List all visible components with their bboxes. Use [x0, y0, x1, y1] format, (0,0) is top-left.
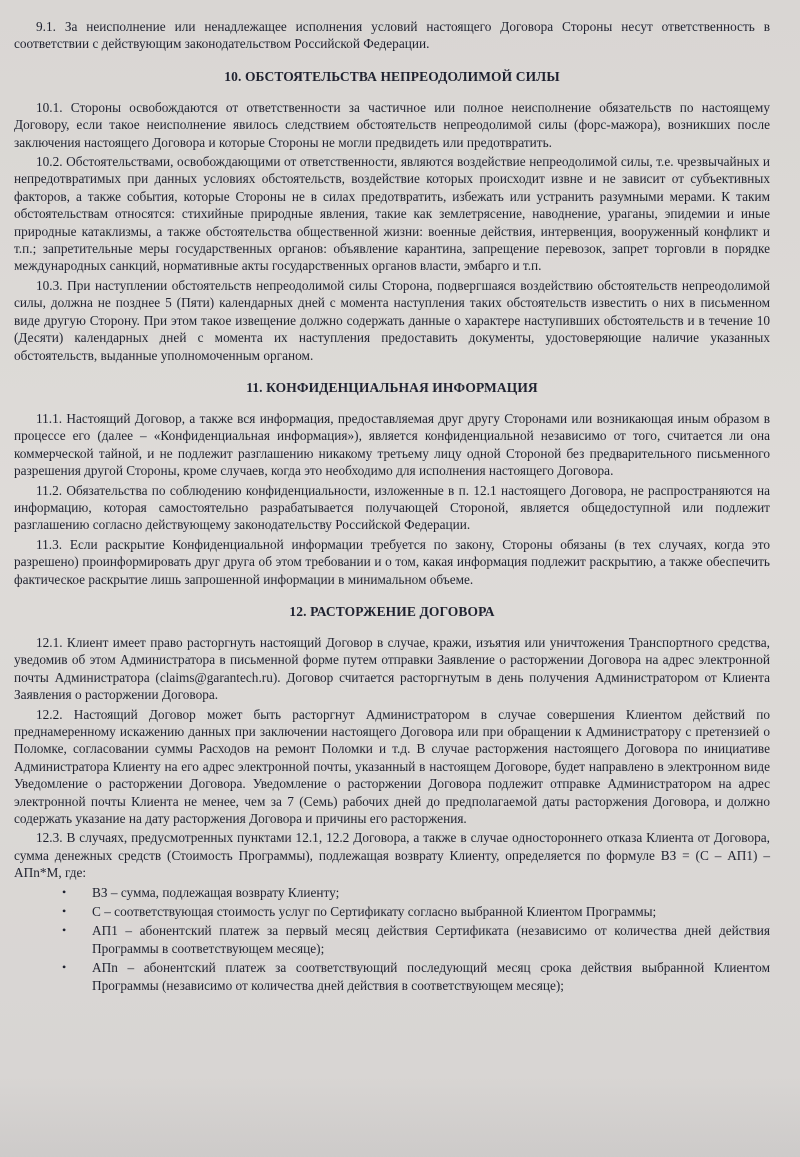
bullet-icon: •: [62, 904, 67, 919]
list-item: [62, 922, 770, 957]
paragraph-12-3: 12.3. В случаях, предусмотренных пунктами 12.1, 12.2 Договора, а также в случае одностороннего отказа Клиента от Договора, сумма денежных средств (Стоимость Программы), подлежащая возврату Клиенту, определяется по формуле ВЗ = (С – АП1) – АПn*М, где:: [14, 830, 770, 881]
list-item-text: С – соответствующая стоимость услуг по Сертификату согласно выбранной Клиентом Программы;: [92, 904, 657, 920]
paragraph-12-2: 12.2. Настоящий Договор может быть расторгнут Администратором в случае совершения Клиентом действий по преднамеренному искажению данных при заключении настоящего Договора или при обращении к Администратору с претензией о Поломке, согласовании суммы Расходов на ремонт Поломки и т.д. В случае расторжения настоящего Договора по инициативе Администратора Клиенту на его адрес электронной почты, указанный в настоящем Договоре, будет направлено в электронном виде Уведомление о расторжении Договора. Уведомление о расторжении Договора подлежит отправке Администратором на адрес электронной почты Клиента не менее, чем за 7 (Семь) рабочих дней до предполагаемой даты расторжения Договора, и должно содержать указание на дату расторжения Договора и причины его расторжения.: [14, 706, 770, 827]
list-item-text: ВЗ – сумма, подлежащая возврату Клиенту;: [92, 884, 340, 900]
section-force-majeure: [14, 69, 770, 364]
paragraph-10-1: 10.1. Стороны освобождаются от ответственности за частичное или полное неисполнение обязательств по настоящему Договору, если такое неисполнение явилось следствием обстоятельств непреодолимой силы (форс-мажора), возникших после заключения настоящего Договора и которые Стороны не могли предвидеть или предотвратить.: [14, 99, 770, 150]
section-10-title: 10. ОБСТОЯТЕЛЬСТВА НЕПРЕОДОЛИМОЙ СИЛЫ: [224, 68, 560, 84]
paragraph-11-2: 11.2. Обязательства по соблюдению конфиденциальности, изложенные в п. 12.1 настоящего Договора, не распространяются на информацию, которая самостоятельно разрабатывается получающей Стороной, является общедоступной или подлежит разглашению согласно действующему законодательству Российской Федерации.: [14, 482, 770, 533]
paragraph-11-3: 11.3. Если раскрытие Конфиденциальной информации требуется по закону, Стороны обязаны (в тех случаях, когда это разрешено) проинформировать друг друга об этом требовании и о том, какая информация подлежит раскрытию, а также обеспечить фактическое раскрытие лишь запрошенной информации в минимальном объеме.: [14, 536, 770, 587]
section-11-title: 11. КОНФИДЕНЦИАЛЬНАЯ ИНФОРМАЦИЯ: [246, 379, 538, 395]
list-item: [62, 959, 770, 994]
paragraph-12-1: 12.1. Клиент имеет право расторгнуть настоящий Договор в случае, кражи, изъятия или уничтожения Транспортного средства, уведомив об этом Администратора в письменной форме путем отправки Заявление о расторжении Договора на адрес электронной почты Администратора (claims@garantech.ru). Договор считается расторгнутым в день получения Администратором от Клиента Заявления о расторжении Договора.: [14, 634, 770, 703]
intro-paragraph: 9.1. За неисполнение или ненадлежащее исполнения условий настоящего Договора Стороны несут ответственность в соответствии с действующим законодательством Российской Федерации.: [14, 19, 770, 52]
paragraph-11-1: 11.1. Настоящий Договор, а также вся информация, предоставляемая друг другу Сторонами или возникающая иным образом в процессе его (далее – «Конфиденциальная информация»), является конфиденциальной независимо от того, считается ли она коммерческой тайной, и не подлежит разглашению никакому третьему лицу одной Стороной без предварительного письменного разрешения другой Стороны, кроме случаев, когда это необходимо для исполнения настоящего Договора.: [14, 410, 770, 479]
paragraph-10-3: 10.3. При наступлении обстоятельств непреодолимой силы Сторона, подвергшаяся воздействию обстоятельств непреодолимой силы, должна не позднее 5 (Пяти) календарных дней с момента наступления таких обстоятельств известить о них в письменном виде другую Сторону. При этом такое извещение должно содержать данные о характере наступивших обстоятельств и в течение 10 (Десяти) календарных дней с момента их наступления предоставить документы, удостоверяющие наличие указанных обстоятельств, выданные уполномоченным органом.: [14, 277, 770, 363]
list-item: [62, 903, 770, 920]
bullet-icon: •: [62, 960, 67, 975]
list-item-text: АПn – абонентский платеж за соответствующий последующий месяц срока действия выбранной Клиентом Программы (независимо от количества дней действия в соответствующем месяце);: [92, 960, 770, 993]
section-12-title: 12. РАСТОРЖЕНИЕ ДОГОВОРА: [289, 603, 495, 619]
list-item: [62, 884, 770, 901]
list-item-text: АП1 – абонентский платеж за первый месяц действия Сертификата (независимо от количества дней действия Программы в соответствующем месяце);: [92, 923, 770, 956]
bullet-icon: •: [62, 923, 67, 938]
formula-definitions-list: [14, 884, 770, 994]
section-confidential: [14, 380, 770, 588]
section-termination: [14, 604, 770, 994]
bullet-icon: •: [62, 884, 67, 899]
paragraph-10-2: 10.2. Обстоятельствами, освобождающими от ответственности, являются воздействие непреодолимой силы, т.е. чрезвычайных и непредотвратимых при данных условиях обстоятельств, воздействие которых происходит извне и не зависит от субъективных факторов, а также события, которые Стороны не в силах предотвратить, избежать или устранить разумными мерами. К таким обстоятельствам относятся: стихийные природные явления, такие как землетрясение, наводнение, ураганы, эпидемии и иные природные катаклизмы, а также обстоятельства общественной жизни: военные действия, интервенция, вооруженный конфликт и т.п.; запретительные меры государственных органов: объявление карантина, запрещение перевозок, запрет торговли в порядке международных санкций, нормативные акты государственных органов власти, эмбарго и т.п.: [14, 154, 770, 274]
